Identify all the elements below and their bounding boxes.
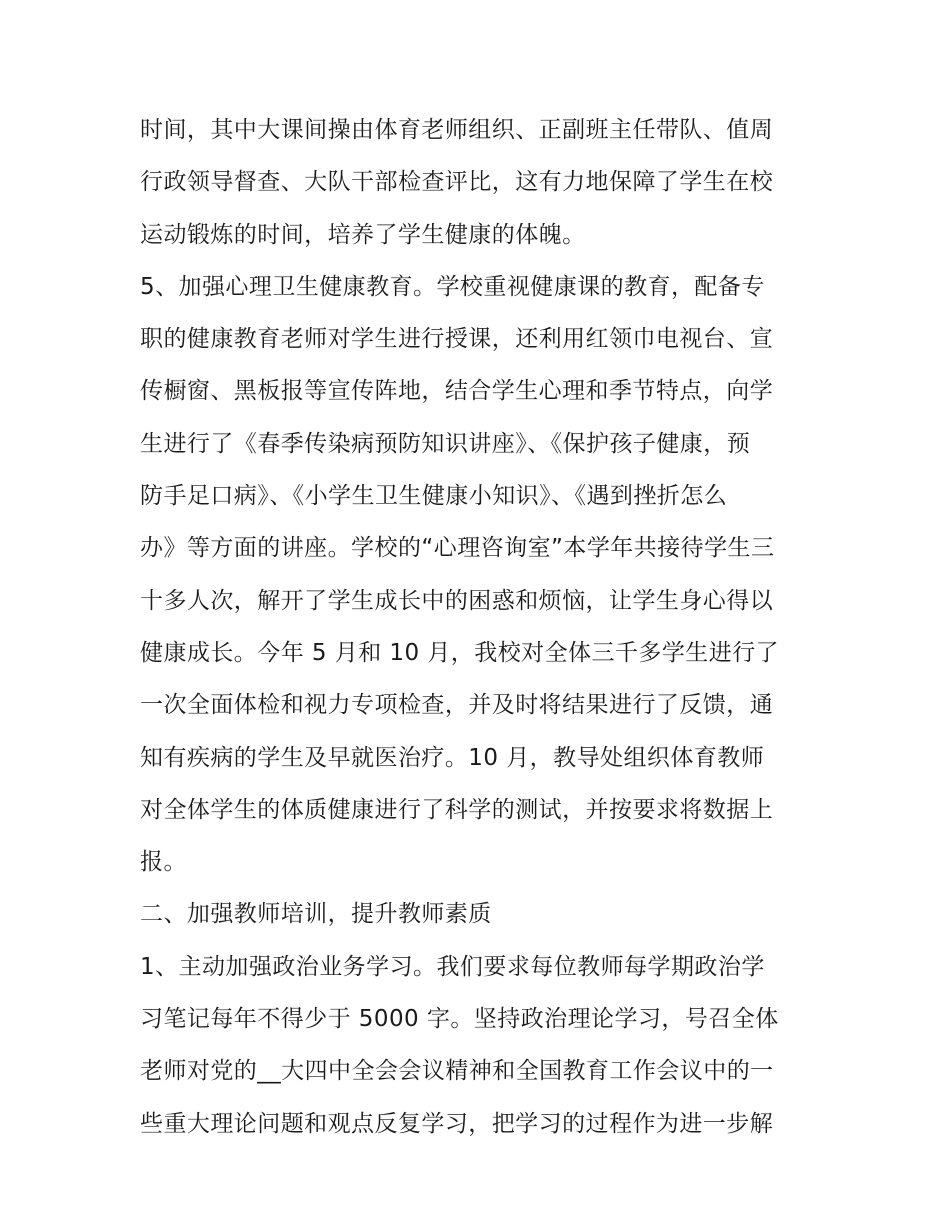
text-line: 传橱窗、黑板报等宣传阵地，结合学生心理和季节特点，向学 xyxy=(140,378,774,405)
text-line: 防手足口病》、《小学生卫生健康小知识》、《遇到挫折怎么 xyxy=(140,483,728,510)
text-line: 办》等方面的讲座。学校的“心理咨询室”本学年共接待学生三 xyxy=(140,535,775,562)
text-line: 一次全面体检和视力专项检查，并及时将结果进行了反馈，通 xyxy=(140,692,774,719)
text-line: 对全体学生的体质健康进行了科学的测试，并按要求将数据上 xyxy=(140,796,774,823)
text-line: 健康成长。今年 5 月和 10 月，我校对全体三千多学生进行了 xyxy=(140,639,780,666)
text-line: 5、加强心理卫生健康教育。学校重视健康课的教育，配备专 xyxy=(140,273,765,300)
text-line: 时间，其中大课间操由体育老师组织、正副班主任带队、值周 xyxy=(140,117,774,143)
text-line: 生进行了《春季传染病预防知识讲座》、《保护孩子健康，预 xyxy=(140,430,751,457)
document-body xyxy=(140,104,812,1150)
text-line: 习笔记每年不得少于 5000 字。坚持政治理论学习，号召全体 xyxy=(140,1006,779,1033)
text-line: 些重大理论问题和观点反复学习，把学习的过程作为进一步解 xyxy=(140,1110,774,1137)
text-line: 运动锻炼的时间，培养了学生健康的体魄。 xyxy=(140,221,586,248)
text-line: 十多人次，解开了学生成长中的困惑和烦恼，让学生身心得以 xyxy=(140,587,774,614)
text-line: 报。 xyxy=(140,849,187,876)
text-line: 行政领导督查、大队干部检查评比，这有力地保障了学生在校 xyxy=(140,169,774,196)
section-heading: 二、加强教师培训，提升教师素质 xyxy=(140,901,492,928)
text-line: 1、主动加强政治业务学习。我们要求每位教师每学期政治学 xyxy=(140,953,765,980)
text-line: 知有疾病的学生及早就医治疗。10 月，教导处组织体育教师 xyxy=(140,744,765,771)
text-line: 职的健康教育老师对学生进行授课，还利用红领巾电视台、宣 xyxy=(140,326,774,353)
text-line: 老师对党的__大四中全会会议精神和全国教育工作会议中的一 xyxy=(140,1058,774,1085)
